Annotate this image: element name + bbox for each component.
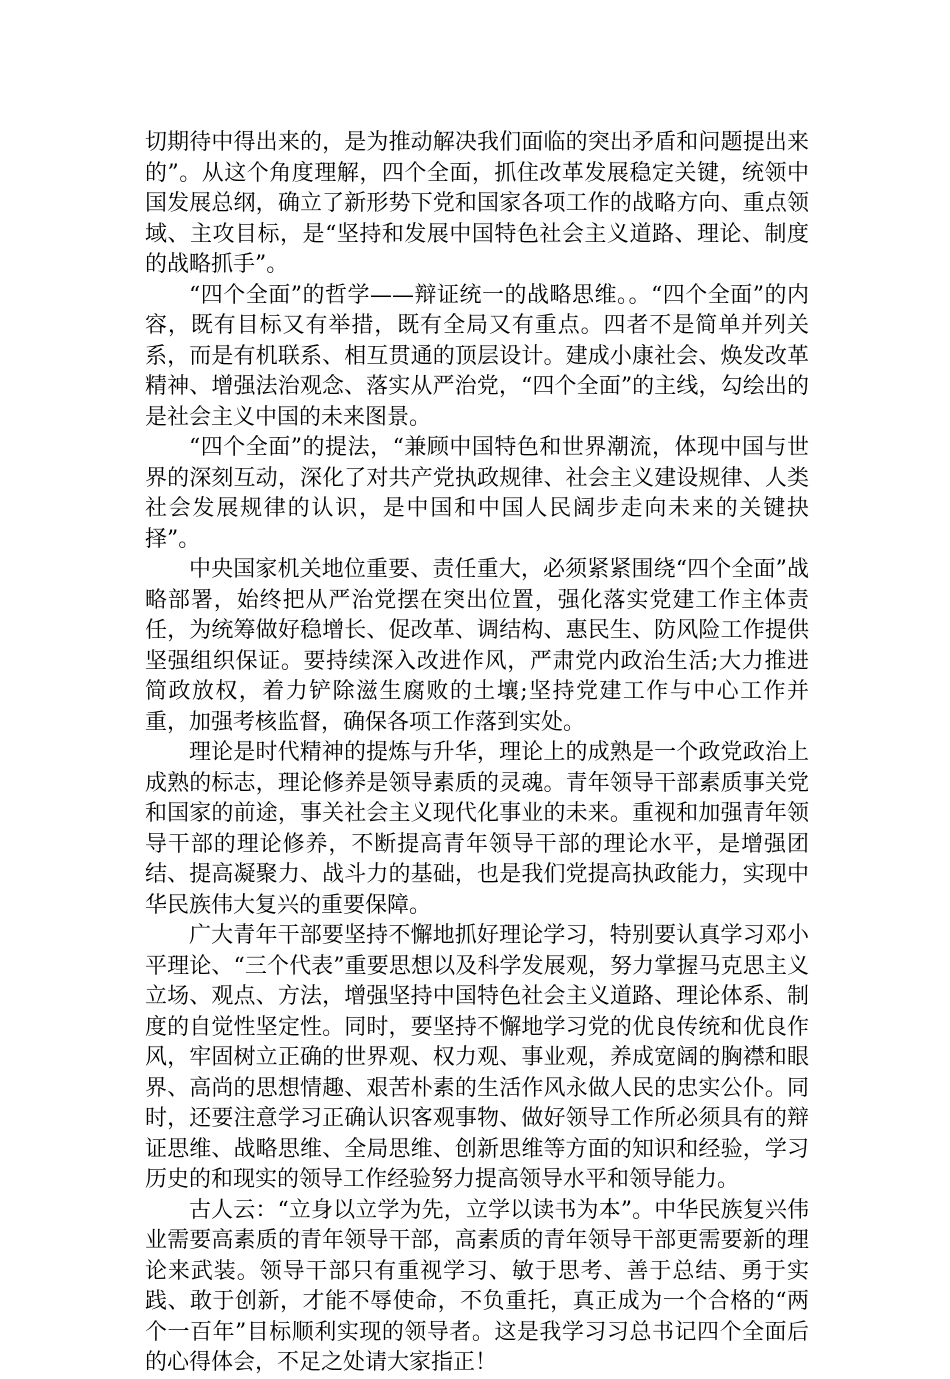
paragraph-6: 广大青年干部要坚持不懈地抓好理论学习，特别要认真学习邓小平理论、“三个代表”重要思想以及科学发展观，努力掌握马克思主义立场、观点、方法，增强坚持中国特色社会主义道路、理论体系、制度的自觉性坚定性。同时，要坚持不懈地学习党的优良传统和优良作风，牢固树立正确的世界观、权力观、事业观，养成宽阔的胸襟和眼界、高尚的思想情趣、艰苦朴素的生活作风永做人民的忠实公仆。同时，还要注意学习正确认识客观事物、做好领导工作所必须具有的辩证思维、战略思维、全局思维、创新思维等方面的知识和经验，学习历史的和现实的领导工作经验努力提高领导水平和领导能力。 <box>145 923 809 1192</box>
paragraph-2: “四个全面”的哲学——辩证统一的战略思维。。“四个全面”的内容，既有目标又有举措，既有全局又有重点。四者不是简单并列关系，而是有机联系、相互贯通的顶层设计。建成小康社会、焕发改革精神、增强法治观念、落实从严治党，“四个全面”的主线，勾绘出的是社会主义中国的未来图景。 <box>145 282 809 430</box>
document-page <box>145 128 809 1379</box>
paragraph-7: 古人云：“立身以立学为先，立学以读书为本”。中华民族复兴伟业需要高素质的青年领导干部，高素质的青年领导干部更需要新的理论来武装。领导干部只有重视学习、敏于思考、善于总结、勇于实践、敢于创新，才能不辱使命，不负重托，真正成为一个合格的“两个一百年”目标顺利实现的领导者。这是我学习习总书记四个全面后的心得体会，不足之处请大家指正！ <box>145 1197 809 1375</box>
paragraph-1: 切期待中得出来的，是为推动解决我们面临的突出矛盾和问题提出来的”。从这个角度理解，四个全面，抓住改革发展稳定关键，统领中国发展总纲，确立了新形势下党和国家各项工作的战略方向、重点领域、主攻目标，是“坚持和发展中国特色社会主义道路、理论、制度的战略抓手”。 <box>145 130 809 277</box>
paragraph-5: 理论是时代精神的提炼与升华，理论上的成熟是一个政党政治上成熟的标志，理论修养是领导素质的灵魂。青年领导干部素质事关党和国家的前途，事关社会主义现代化事业的未来。重视和加强青年领导干部的理论修养，不断提高青年领导干部的理论水平，是增强团结、提高凝聚力、战斗力的基础，也是我们党提高执政能力，实现中华民族伟大复兴的重要保障。 <box>145 740 809 918</box>
paragraph-3: “四个全面”的提法，“兼顾中国特色和世界潮流，体现中国与世界的深刻互动，深化了对共产党执政规律、社会主义建设规律、人类社会发展规律的认识，是中国和中国人民阔步走向未来的关键抉择”。 <box>145 435 809 552</box>
paragraph-4: 中央国家机关地位重要、责任重大，必须紧紧围绕“四个全面”战略部署，始终把从严治党摆在突出位置，强化落实党建工作主体责任，为统筹做好稳增长、促改革、调结构、惠民生、防风险工作提供坚强组织保证。要持续深入改进作风，严肃党内政治生活;大力推进简政放权，着力铲除滋生腐败的土壤;坚持党建工作与中心工作并重，加强考核监督，确保各项工作落到实处。 <box>145 557 809 735</box>
